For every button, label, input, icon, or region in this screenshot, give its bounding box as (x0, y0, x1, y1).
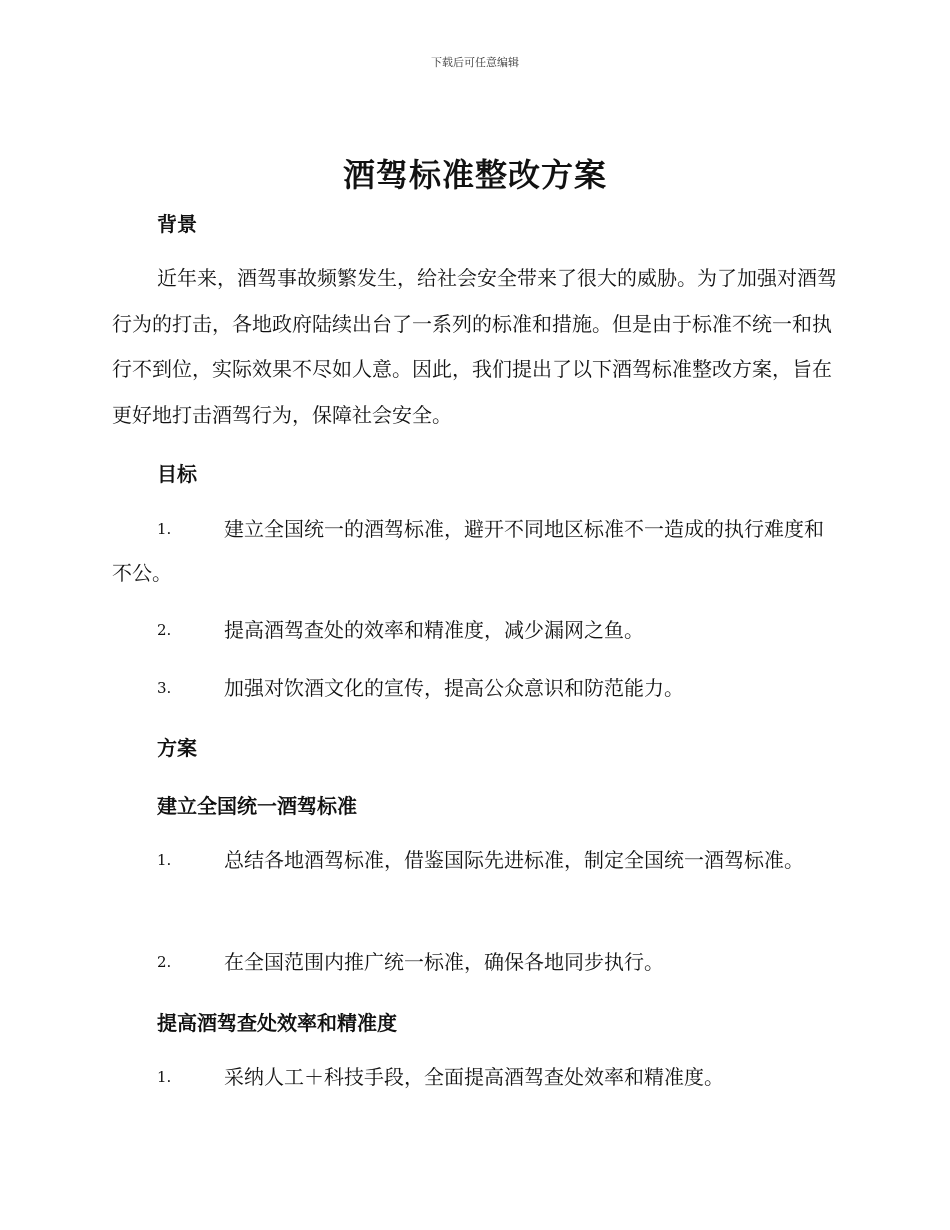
header-note: 下载后可任意编辑 (431, 56, 519, 69)
page-title: 酒驾标准整改方案 (342, 156, 607, 194)
section-heading-goals: 目标 (157, 462, 197, 486)
list-number: 2. (157, 621, 172, 639)
goal-item-2 (112, 608, 837, 652)
list-number: 2. (157, 953, 172, 971)
plan-sub1-item-2 (112, 940, 837, 984)
goal-item-3 (112, 666, 837, 710)
list-item-text: 提高酒驾查处的效率和精准度，减少漏网之鱼。 (224, 618, 644, 642)
list-item-text: 采纳人工＋科技手段，全面提高酒驾查处效率和精准度。 (224, 1065, 724, 1089)
list-number: 1. (157, 851, 172, 869)
list-number: 1. (157, 520, 172, 538)
section-heading-plan: 方案 (157, 736, 197, 760)
list-item-text: 建立全国统一的酒驾标准，避开不同地区标准不一造成的执行难度和不公。 (112, 517, 824, 585)
section-heading-background: 背景 (157, 212, 197, 236)
goal-item-1 (112, 507, 837, 595)
background-paragraph: 近年来，酒驾事故频繁发生，给社会安全带来了很大的威胁。为了加强对酒驾行为的打击，各地政府陆续出台了一系列的标准和措施。但是由于标准不统一和执行不到位，实际效果不尽如人意。因此，我们提出了以下酒驾标准整改方案，旨在更好地打击酒驾行为，保障社会安全。 (112, 266, 837, 427)
list-item-text: 加强对饮酒文化的宣传，提高公众意识和防范能力。 (224, 676, 684, 700)
list-number: 3. (157, 679, 172, 697)
subsection-heading-unified-standard: 建立全国统一酒驾标准 (157, 794, 357, 818)
plan-sub1-item-1 (112, 838, 837, 882)
list-item-text: 总结各地酒驾标准，借鉴国际先进标准，制定全国统一酒驾标准。 (224, 848, 804, 872)
subsection-heading-efficiency: 提高酒驾查处效率和精准度 (157, 1011, 397, 1035)
list-number: 1. (157, 1068, 172, 1086)
list-item-text: 在全国范围内推广统一标准，确保各地同步执行。 (224, 950, 664, 974)
plan-sub2-item-1 (112, 1055, 837, 1099)
